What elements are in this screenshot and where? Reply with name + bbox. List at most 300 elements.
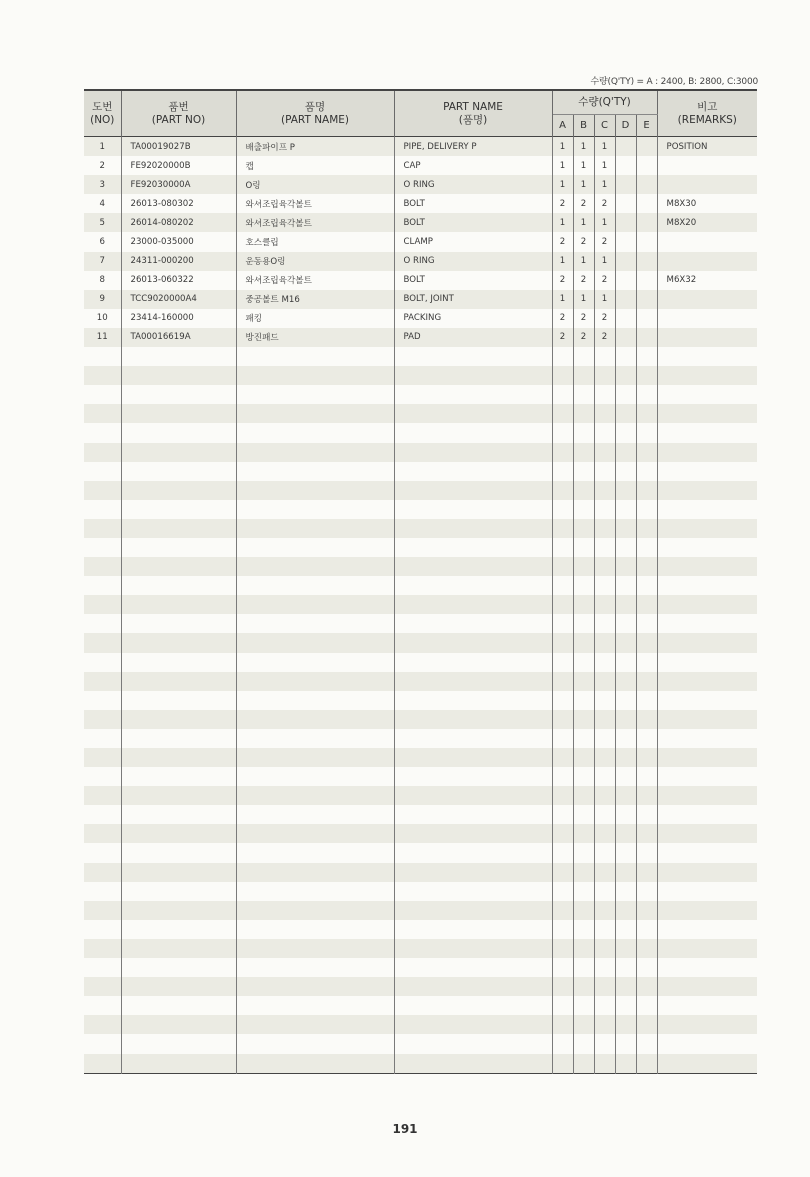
row-qty-b	[573, 576, 594, 595]
row-qty-c: 1	[594, 252, 615, 271]
row-remarks	[657, 977, 757, 996]
row-part-name-kr	[236, 614, 394, 633]
row-part-name-en	[394, 1034, 552, 1053]
row-qty-a	[552, 805, 573, 824]
row-part-no: 26014-080202	[121, 213, 236, 232]
row-qty-b	[573, 1054, 594, 1074]
row-qty-a: 1	[552, 290, 573, 309]
row-part-name-en	[394, 939, 552, 958]
row-qty-d	[615, 805, 636, 824]
row-qty-b	[573, 481, 594, 500]
header-part-name-en-top: PART NAME	[443, 100, 503, 113]
header-no	[84, 90, 121, 137]
row-no	[84, 443, 121, 462]
row-remarks	[657, 863, 757, 882]
row-qty-b	[573, 691, 594, 710]
row-remarks	[657, 653, 757, 672]
row-part-name-kr	[236, 1034, 394, 1053]
header-part-name-en-bottom: (품명)	[458, 113, 488, 126]
row-qty-d	[615, 595, 636, 614]
row-qty-b: 1	[573, 175, 594, 194]
row-remarks	[657, 309, 757, 328]
row-remarks	[657, 366, 757, 385]
row-qty-e	[636, 366, 657, 385]
row-part-no: TCC9020000A4	[121, 290, 236, 309]
row-no	[84, 863, 121, 882]
row-qty-e	[636, 939, 657, 958]
empty-row	[84, 519, 757, 538]
row-no	[84, 748, 121, 767]
row-qty-c	[594, 366, 615, 385]
row-part-name-en	[394, 443, 552, 462]
row-qty-e	[636, 519, 657, 538]
row-remarks: M8X20	[657, 213, 757, 232]
row-part-name-kr	[236, 576, 394, 595]
row-qty-b	[573, 939, 594, 958]
row-part-name-kr	[236, 767, 394, 786]
row-part-name-en: O RING	[394, 175, 552, 194]
row-qty-a	[552, 824, 573, 843]
row-part-no	[121, 843, 236, 862]
row-qty-e	[636, 290, 657, 309]
row-remarks	[657, 462, 757, 481]
row-qty-e	[636, 901, 657, 920]
row-qty-c	[594, 901, 615, 920]
row-part-name-kr: 배출파이프 P	[236, 137, 394, 157]
quantity-note: 수량(Q'TY) = A : 2400, B: 2800, C:3000	[590, 77, 758, 87]
row-part-name-en	[394, 672, 552, 691]
row-part-name-en	[394, 805, 552, 824]
empty-row	[84, 557, 757, 576]
row-part-name-kr: 패킹	[236, 309, 394, 328]
row-qty-e	[636, 863, 657, 882]
row-qty-d	[615, 500, 636, 519]
row-part-name-en	[394, 710, 552, 729]
row-qty-a	[552, 443, 573, 462]
row-qty-d	[615, 137, 636, 157]
row-qty-b	[573, 557, 594, 576]
row-part-no	[121, 653, 236, 672]
table-row	[84, 271, 757, 290]
row-no	[84, 347, 121, 366]
row-qty-a	[552, 748, 573, 767]
row-part-no: TA00019027B	[121, 137, 236, 157]
row-qty-a	[552, 901, 573, 920]
empty-row	[84, 939, 757, 958]
row-qty-b	[573, 595, 594, 614]
row-remarks	[657, 156, 757, 175]
row-qty-d	[615, 710, 636, 729]
row-remarks	[657, 882, 757, 901]
header-part-name-kr-bottom: (PART NAME)	[280, 113, 350, 126]
empty-row	[84, 824, 757, 843]
row-qty-e	[636, 500, 657, 519]
row-part-name-en	[394, 996, 552, 1015]
row-no: 2	[84, 156, 121, 175]
row-qty-b	[573, 538, 594, 557]
row-no	[84, 404, 121, 423]
row-part-name-en	[394, 824, 552, 843]
empty-row	[84, 672, 757, 691]
row-part-no	[121, 404, 236, 423]
row-part-no	[121, 691, 236, 710]
row-part-no	[121, 958, 236, 977]
row-part-name-en	[394, 481, 552, 500]
row-remarks	[657, 595, 757, 614]
row-no	[84, 843, 121, 862]
row-qty-d	[615, 614, 636, 633]
row-no: 8	[84, 271, 121, 290]
empty-row	[84, 1015, 757, 1034]
row-part-name-kr: 와셔조립육각볼트	[236, 213, 394, 232]
row-qty-d	[615, 882, 636, 901]
row-qty-c	[594, 824, 615, 843]
row-part-no	[121, 633, 236, 652]
row-part-name-en	[394, 366, 552, 385]
header-qty-d: D	[615, 115, 636, 137]
row-qty-a	[552, 977, 573, 996]
row-no	[84, 1034, 121, 1053]
row-qty-d	[615, 290, 636, 309]
row-qty-d	[615, 423, 636, 442]
row-qty-a: 2	[552, 232, 573, 251]
row-part-name-kr	[236, 786, 394, 805]
row-qty-a	[552, 653, 573, 672]
row-part-name-kr	[236, 748, 394, 767]
row-qty-d	[615, 691, 636, 710]
table-row	[84, 175, 757, 194]
row-qty-e	[636, 977, 657, 996]
row-no	[84, 538, 121, 557]
table-body	[84, 137, 757, 1074]
row-qty-b	[573, 977, 594, 996]
empty-row	[84, 901, 757, 920]
row-qty-e	[636, 843, 657, 862]
row-qty-d	[615, 194, 636, 213]
row-remarks	[657, 672, 757, 691]
row-part-no	[121, 824, 236, 843]
row-qty-c	[594, 863, 615, 882]
empty-row	[84, 958, 757, 977]
row-qty-a	[552, 423, 573, 442]
row-qty-c	[594, 843, 615, 862]
row-qty-b	[573, 805, 594, 824]
row-qty-c	[594, 404, 615, 423]
empty-row	[84, 786, 757, 805]
row-part-name-kr	[236, 538, 394, 557]
row-part-name-en: O RING	[394, 252, 552, 271]
row-qty-e	[636, 347, 657, 366]
header-remarks	[657, 90, 757, 137]
row-qty-c	[594, 920, 615, 939]
row-qty-c	[594, 672, 615, 691]
row-remarks	[657, 519, 757, 538]
row-qty-a	[552, 576, 573, 595]
row-part-name-en	[394, 500, 552, 519]
row-qty-c: 2	[594, 194, 615, 213]
row-qty-b	[573, 614, 594, 633]
row-part-name-en	[394, 901, 552, 920]
row-part-name-en: PIPE, DELIVERY P	[394, 137, 552, 157]
row-part-name-en	[394, 347, 552, 366]
row-qty-a	[552, 1034, 573, 1053]
row-qty-b	[573, 824, 594, 843]
row-remarks	[657, 729, 757, 748]
row-no	[84, 710, 121, 729]
row-remarks	[657, 443, 757, 462]
row-remarks	[657, 1054, 757, 1074]
row-no	[84, 519, 121, 538]
row-remarks	[657, 328, 757, 347]
page-number: 191	[392, 1122, 418, 1136]
row-part-name-en	[394, 843, 552, 862]
row-part-name-kr	[236, 1054, 394, 1074]
row-qty-a	[552, 729, 573, 748]
row-remarks: M6X32	[657, 271, 757, 290]
row-remarks	[657, 691, 757, 710]
row-qty-d	[615, 863, 636, 882]
row-qty-d	[615, 958, 636, 977]
row-remarks	[657, 423, 757, 442]
row-no	[84, 939, 121, 958]
row-qty-a: 2	[552, 309, 573, 328]
header-part-no-kr: 품번	[168, 100, 189, 113]
row-qty-a	[552, 500, 573, 519]
row-qty-a	[552, 519, 573, 538]
row-qty-d	[615, 1054, 636, 1074]
row-part-no	[121, 595, 236, 614]
row-no	[84, 595, 121, 614]
row-qty-b	[573, 443, 594, 462]
row-qty-c: 2	[594, 232, 615, 251]
row-part-no	[121, 1015, 236, 1034]
row-part-no	[121, 901, 236, 920]
row-qty-e	[636, 653, 657, 672]
row-part-name-en	[394, 614, 552, 633]
row-qty-e	[636, 271, 657, 290]
row-qty-d	[615, 213, 636, 232]
row-qty-c: 1	[594, 213, 615, 232]
row-part-name-en	[394, 1054, 552, 1074]
row-no: 9	[84, 290, 121, 309]
row-qty-a	[552, 710, 573, 729]
row-part-name-en: BOLT	[394, 213, 552, 232]
row-part-name-kr	[236, 672, 394, 691]
empty-row	[84, 996, 757, 1015]
row-qty-b	[573, 843, 594, 862]
empty-row	[84, 920, 757, 939]
row-qty-b	[573, 958, 594, 977]
row-qty-e	[636, 443, 657, 462]
row-qty-e	[636, 462, 657, 481]
row-part-name-kr: 방진패드	[236, 328, 394, 347]
row-remarks	[657, 767, 757, 786]
row-part-name-en	[394, 557, 552, 576]
row-remarks	[657, 843, 757, 862]
row-no: 3	[84, 175, 121, 194]
row-qty-a	[552, 633, 573, 652]
header-qty: 수량(Q'TY)	[552, 90, 657, 115]
table-row	[84, 309, 757, 328]
row-qty-b	[573, 882, 594, 901]
empty-row	[84, 977, 757, 996]
row-qty-a	[552, 882, 573, 901]
row-qty-e	[636, 156, 657, 175]
row-qty-a	[552, 614, 573, 633]
row-qty-b: 1	[573, 252, 594, 271]
row-part-name-en	[394, 748, 552, 767]
row-no	[84, 672, 121, 691]
row-remarks	[657, 1034, 757, 1053]
row-qty-c	[594, 767, 615, 786]
row-qty-b	[573, 748, 594, 767]
row-qty-a	[552, 767, 573, 786]
row-qty-e	[636, 1034, 657, 1053]
empty-row	[84, 729, 757, 748]
row-part-no	[121, 996, 236, 1015]
row-qty-c: 1	[594, 175, 615, 194]
row-no	[84, 958, 121, 977]
row-part-name-en: PAD	[394, 328, 552, 347]
row-qty-a	[552, 672, 573, 691]
header-part-name-en	[394, 90, 552, 137]
row-qty-c: 2	[594, 328, 615, 347]
row-qty-c	[594, 748, 615, 767]
row-qty-d	[615, 748, 636, 767]
row-qty-e	[636, 920, 657, 939]
empty-row	[84, 691, 757, 710]
row-qty-b	[573, 920, 594, 939]
header-part-name-kr	[236, 90, 394, 137]
row-part-name-kr	[236, 404, 394, 423]
row-qty-a	[552, 366, 573, 385]
header-remarks-en: (REMARKS)	[677, 113, 737, 126]
table-row	[84, 137, 757, 157]
header-no-kr: 도번	[92, 100, 113, 113]
row-part-name-en	[394, 863, 552, 882]
row-no	[84, 729, 121, 748]
row-qty-d	[615, 309, 636, 328]
empty-row	[84, 882, 757, 901]
row-qty-e	[636, 576, 657, 595]
header-remarks-kr: 비고	[697, 100, 718, 113]
row-qty-e	[636, 786, 657, 805]
row-no	[84, 462, 121, 481]
row-part-name-en	[394, 958, 552, 977]
row-qty-a: 1	[552, 137, 573, 157]
row-qty-a: 2	[552, 194, 573, 213]
row-qty-d	[615, 767, 636, 786]
row-part-no: 23000-035000	[121, 232, 236, 251]
row-part-no: FE92020000B	[121, 156, 236, 175]
row-part-name-kr	[236, 385, 394, 404]
row-part-no	[121, 385, 236, 404]
row-qty-d	[615, 538, 636, 557]
row-part-name-kr	[236, 557, 394, 576]
row-qty-d	[615, 653, 636, 672]
row-part-name-kr	[236, 500, 394, 519]
row-part-name-kr	[236, 939, 394, 958]
row-qty-c	[594, 385, 615, 404]
row-qty-b	[573, 710, 594, 729]
row-part-name-kr	[236, 977, 394, 996]
row-qty-b: 1	[573, 137, 594, 157]
row-remarks	[657, 710, 757, 729]
row-no	[84, 423, 121, 442]
row-qty-c	[594, 595, 615, 614]
row-remarks	[657, 805, 757, 824]
row-remarks	[657, 614, 757, 633]
row-part-no	[121, 366, 236, 385]
row-qty-d	[615, 1034, 636, 1053]
row-remarks	[657, 958, 757, 977]
row-qty-c	[594, 538, 615, 557]
row-qty-a	[552, 863, 573, 882]
row-part-name-kr: 운동용O링	[236, 252, 394, 271]
row-qty-e	[636, 328, 657, 347]
empty-row	[84, 576, 757, 595]
row-qty-d	[615, 366, 636, 385]
row-qty-b	[573, 633, 594, 652]
header-qty-c: C	[594, 115, 615, 137]
row-no	[84, 385, 121, 404]
row-no	[84, 882, 121, 901]
row-qty-d	[615, 996, 636, 1015]
row-part-name-kr: O링	[236, 175, 394, 194]
row-qty-b	[573, 385, 594, 404]
row-part-no	[121, 576, 236, 595]
row-qty-d	[615, 557, 636, 576]
row-qty-b: 2	[573, 271, 594, 290]
row-part-no	[121, 443, 236, 462]
row-qty-b: 2	[573, 232, 594, 251]
row-qty-c	[594, 996, 615, 1015]
row-remarks	[657, 481, 757, 500]
row-part-name-kr: 중공볼트 M16	[236, 290, 394, 309]
row-part-name-kr	[236, 920, 394, 939]
row-part-name-kr	[236, 882, 394, 901]
row-part-name-kr	[236, 347, 394, 366]
row-part-no	[121, 920, 236, 939]
row-part-name-en	[394, 519, 552, 538]
row-qty-d	[615, 576, 636, 595]
row-qty-c	[594, 462, 615, 481]
empty-row	[84, 710, 757, 729]
row-qty-a	[552, 1054, 573, 1074]
row-qty-a: 2	[552, 271, 573, 290]
row-qty-c	[594, 1015, 615, 1034]
row-part-name-en	[394, 1015, 552, 1034]
empty-row	[84, 423, 757, 442]
row-part-name-en	[394, 423, 552, 442]
row-qty-c	[594, 710, 615, 729]
row-qty-c	[594, 958, 615, 977]
row-remarks	[657, 1015, 757, 1034]
row-qty-a	[552, 462, 573, 481]
row-no	[84, 366, 121, 385]
row-part-name-kr	[236, 595, 394, 614]
row-qty-d	[615, 347, 636, 366]
row-part-name-en	[394, 767, 552, 786]
row-qty-a: 1	[552, 156, 573, 175]
row-qty-c	[594, 557, 615, 576]
row-qty-a: 1	[552, 213, 573, 232]
row-part-name-en	[394, 385, 552, 404]
row-part-no	[121, 767, 236, 786]
row-part-no	[121, 748, 236, 767]
row-qty-a	[552, 481, 573, 500]
row-part-name-kr	[236, 805, 394, 824]
